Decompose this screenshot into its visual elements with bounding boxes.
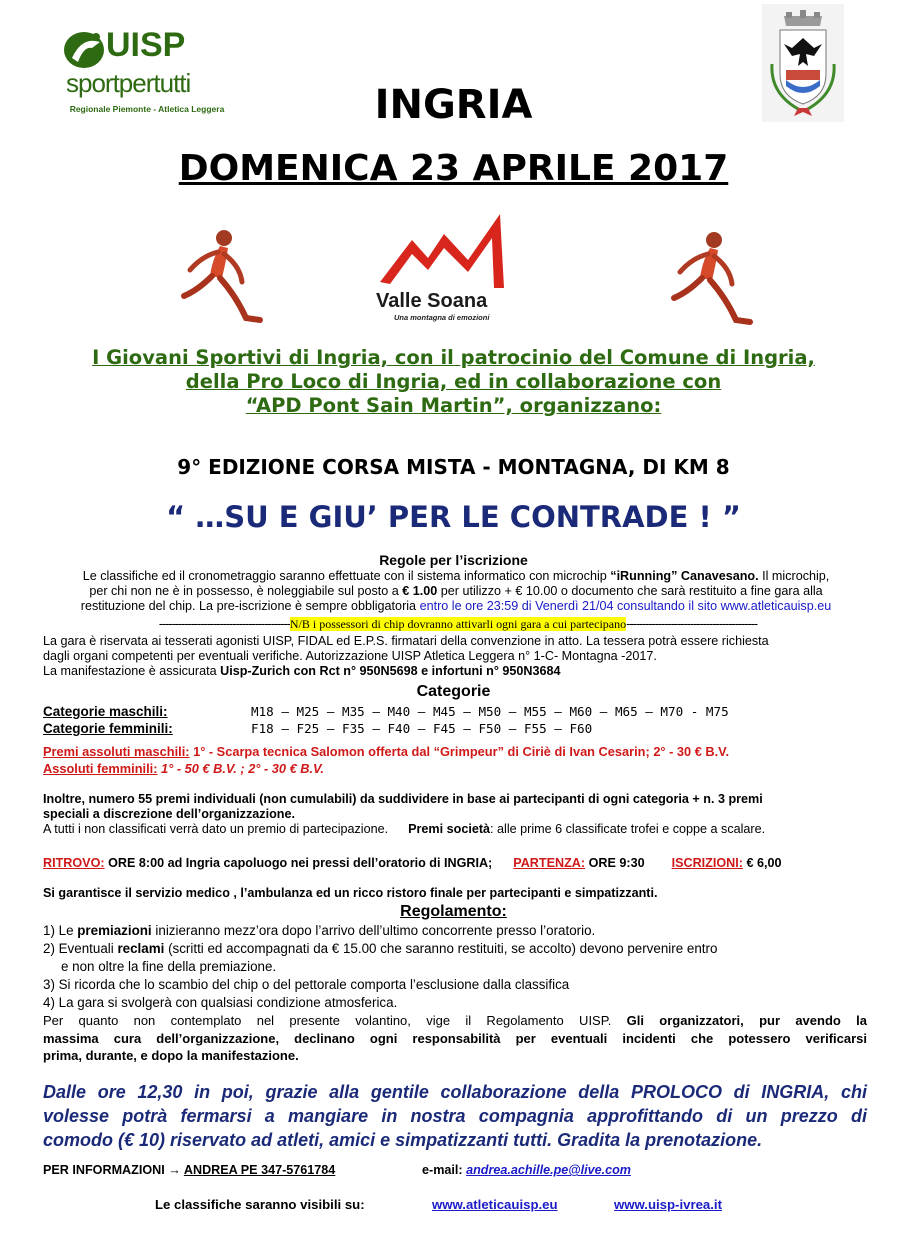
female-categories-list: F18 – F25 – F35 – F40 – F45 – F50 – F55 – F60 bbox=[251, 721, 593, 736]
uisp-name: UISP bbox=[106, 26, 186, 64]
runner-icon bbox=[162, 226, 272, 326]
male-categories-list: M18 – M25 – M35 – M40 – M45 – M50 – M55 – M60 – M65 – M70 - M75 bbox=[251, 704, 729, 719]
categories-title: Categorie bbox=[416, 683, 491, 700]
rule-4: 4) La gara si svolgerà con qualsiasi condizione atmosferica. bbox=[43, 995, 398, 1010]
runner-left bbox=[162, 226, 272, 326]
regolamento-list bbox=[43, 922, 867, 1012]
female-prizes: Assoluti femminili: 1° - 50 € B.V. ; 2° - 30 € B.V. bbox=[43, 761, 324, 776]
medical-service: Si garantisce il servizio medico , l’ambulanza ed un ricco ristoro finale per partecipanti e simpatizzanti. bbox=[43, 886, 658, 900]
female-categories-label: Categorie femminili: bbox=[43, 721, 173, 736]
event-date: DOMENICA 23 APRILE 2017 bbox=[178, 148, 729, 189]
mountain-icon bbox=[372, 212, 512, 292]
phone-contact[interactable]: ANDREA PE 347-5761784 bbox=[183, 1163, 336, 1177]
rule-1: 1) Le premiazioni inizieranno mezz’ora dopo l’arrivo dell’ultimo concorrente presso l’oratorio. bbox=[43, 923, 596, 938]
results-label: Le classifiche saranno visibili su: bbox=[155, 1197, 365, 1212]
uisp-region: Regionale Piemonte - Atletica Leggera bbox=[69, 104, 225, 114]
valle-soana-logo bbox=[372, 212, 512, 324]
email-contact: e-mail: andrea.achille.pe@live.com bbox=[422, 1163, 631, 1177]
email-link[interactable]: andrea.achille.pe@live.com bbox=[466, 1163, 631, 1177]
rule-2: 2) Eventuali reclami (scritti ed accompagnati da € 15.00 che saranno restituiti, se accolto) devono pervenire entro bbox=[43, 941, 718, 956]
rules-paragraph bbox=[36, 569, 876, 614]
town-title: INGRIA bbox=[374, 82, 533, 128]
edition-title: 9° EDIZIONE CORSA MISTA - MONTAGNA, DI KM 8 bbox=[177, 455, 730, 479]
rules-line-3: restituzione del chip. La pre-iscrizione è sempre obbligatoria entro le ore 23:59 di Venerdì 21/04 consultando il sito www.atleticauisp.eu bbox=[80, 599, 832, 613]
male-categories-label: Categorie maschili: bbox=[43, 704, 168, 719]
slogan: “ …SU E GIU’ PER LE CONTRADE ! ” bbox=[166, 500, 741, 534]
chip-note-row: -----------------------------------------N/B i possessori di chip dovranno attivarli ogni gara a cui partecipano----------------------------------------- bbox=[158, 617, 758, 631]
intro-line-2: della Pro Loco di Ingria, ed in collaborazione con bbox=[185, 370, 722, 393]
valle-tagline: Una montagna di emozioni bbox=[394, 313, 490, 322]
rule-3: 3) Si ricorda che lo scambio del chip o del pettorale comporta l’esclusione dalla classifica bbox=[43, 977, 570, 992]
info-contact: PER INFORMAZIONI → ANDREA PE 347-5761784 bbox=[43, 1163, 336, 1177]
runner-icon bbox=[652, 228, 762, 328]
site-link-atleticauisp[interactable]: www.atleticauisp.eu bbox=[432, 1197, 558, 1212]
eligibility-paragraph: La gara è riservata ai tesserati agonisti UISP, FIDAL ed E.P.S. firmatari della convenzione in atto. La tessera potrà essere richiesta dagli organi competenti per eventuali verifiche. Autorizzazione UISP Atletica Leggera n° 1-C- Montagna -2017. La manifestazione è assicurata Uisp-Zurich con Rct n° 950N5698 e infortuni n° 950N3684 bbox=[43, 634, 769, 678]
regolamento-title: Regolamento: bbox=[400, 903, 507, 920]
rule-2-cont: e non oltre la fine della premiazione. bbox=[61, 959, 277, 974]
valle-name: Valle Soana bbox=[376, 290, 488, 312]
site-link-uisp-ivrea[interactable]: www.uisp-ivrea.it bbox=[614, 1197, 722, 1212]
intro-line-1: I Giovani Sportivi di Ingria, con il patrocinio del Comune di Ingria, bbox=[92, 346, 815, 369]
lunch-note: Dalle ore 12,30 in poi, grazie alla gentile collaborazione della PROLOCO di INGRIA, chi volesse potrà fermarsi a mangiare in nostra compagnia approfittando di un prezzo di comodo (€ 10) riservato ad atleti, amici e simpatizzanti tutti. Gradita la prenotazione. bbox=[43, 1082, 867, 1150]
extra-prizes: Inoltre, numero 55 premi individuali (non cumulabili) da suddividere in base ai partecipanti di ogni categoria + n. 3 premi speciali a discrezione dell’organizzazione. A tutti i non classificati verrà dato un premio di partecipazione. Premi società: alle prime 6 classificate trofei e coppe a scalare. bbox=[43, 792, 766, 836]
chip-note: N/B i possessori di chip dovranno attivarli ogni gara a cui partecipano bbox=[289, 617, 627, 631]
runner-right bbox=[652, 228, 762, 328]
logistics-row: RITROVO: ORE 8:00 ad Ingria capoluogo nei pressi dell’oratorio di INGRIA; PARTENZA: ORE 9:30 ISCRIZIONI: € 6,00 bbox=[43, 856, 782, 870]
uisp-tagline: sportpertutti bbox=[66, 68, 191, 98]
rules-line-1: Le classifiche ed il cronometraggio saranno effettuate con il sistema informatico con microchip “iRunning” Canavesano. Il microchip, bbox=[82, 569, 830, 583]
intro-block bbox=[0, 346, 907, 418]
disclaimer: Per quanto non contemplato nel presente volantino, vige il Regolamento UISP. Gli organizzatori, pur avendo la massima cura dell’organizzazione, declinano ogni responsabilità per eventuali incidenti che potessero verificarsi prima, durante, e dopo la manifestazione. bbox=[43, 1013, 867, 1063]
male-prizes: Premi assoluti maschili: 1° - Scarpa tecnica Salomon offerta dal “Grimpeur” di Ciriè di Ivan Cesarin; 2° - 30 € B.V. bbox=[43, 744, 730, 759]
intro-line-3: “APD Pont Sain Martin”, organizzano: bbox=[245, 394, 662, 417]
rules-line-2: per chi non ne è in possesso, è noleggiabile sul posto a € 1.00 per utilizzo + € 10.00 o documento che sarà restituito a fine gara alla bbox=[89, 584, 823, 598]
rules-title: Regole per l’iscrizione bbox=[379, 552, 528, 568]
